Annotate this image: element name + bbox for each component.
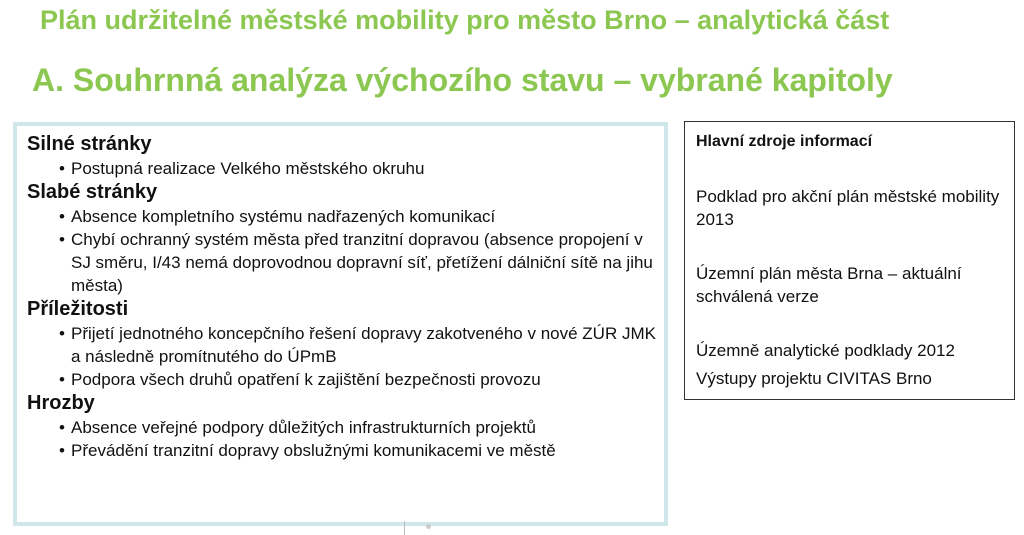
opportunities-heading: Příležitosti (27, 298, 129, 320)
list-item: • Absence kompletního systému nadřazených komunikací (59, 207, 496, 226)
swot-content (27, 132, 656, 462)
opportunities-list (27, 322, 656, 391)
list-item: • Přijetí jednotného koncepčního řešení dopravy zakotveného v nové ZÚR JMK a následně promítnutého do ÚPmB (59, 324, 656, 366)
divider-mark (404, 521, 405, 535)
sources-heading: Hlavní zdroje informací (696, 133, 873, 150)
source-item: Územně analytické podklady 2012 (696, 341, 955, 360)
list-item: • Postupná realizace Velkého městského okruhu (59, 159, 425, 178)
weaknesses-heading: Slabé stránky (27, 181, 158, 203)
strengths-list (27, 157, 656, 180)
swot-panel (13, 122, 668, 526)
list-item: • Absence veřejné podpory důležitých infrastrukturních projektů (59, 418, 536, 437)
source-item: Územní plán města Brna – aktuální schválená verze (696, 264, 962, 306)
threats-list (27, 416, 656, 462)
list-item: • Převádění tranzitní dopravy obslužnými komunikacemi ve městě (59, 441, 556, 460)
threats-heading: Hrozby (27, 392, 95, 414)
sources-panel (684, 121, 1015, 400)
weaknesses-list (27, 205, 656, 297)
strengths-heading: Silné stránky (27, 133, 152, 155)
source-item: Podklad pro akční plán městské mobility 2013 (696, 187, 1000, 229)
source-item: Výstupy projektu CIVITAS Brno (696, 369, 932, 388)
list-item: • Chybí ochranný systém města před tranzitní dopravou (absence propojení v SJ směru, I/43 nemá doprovodnou dopravní síť, přetížení dálniční sítě na jihu města) (59, 230, 653, 295)
section-subtitle: A. Souhrnná analýza výchozího stavu – vybrané kapitoly (32, 62, 893, 98)
list-item: • Podpora všech druhů opatření k zajištění bezpečnosti provozu (59, 370, 541, 389)
page-title: Plán udržitelné městské mobility pro město Brno – analytická část (40, 5, 890, 35)
decorative-dot (426, 524, 431, 529)
